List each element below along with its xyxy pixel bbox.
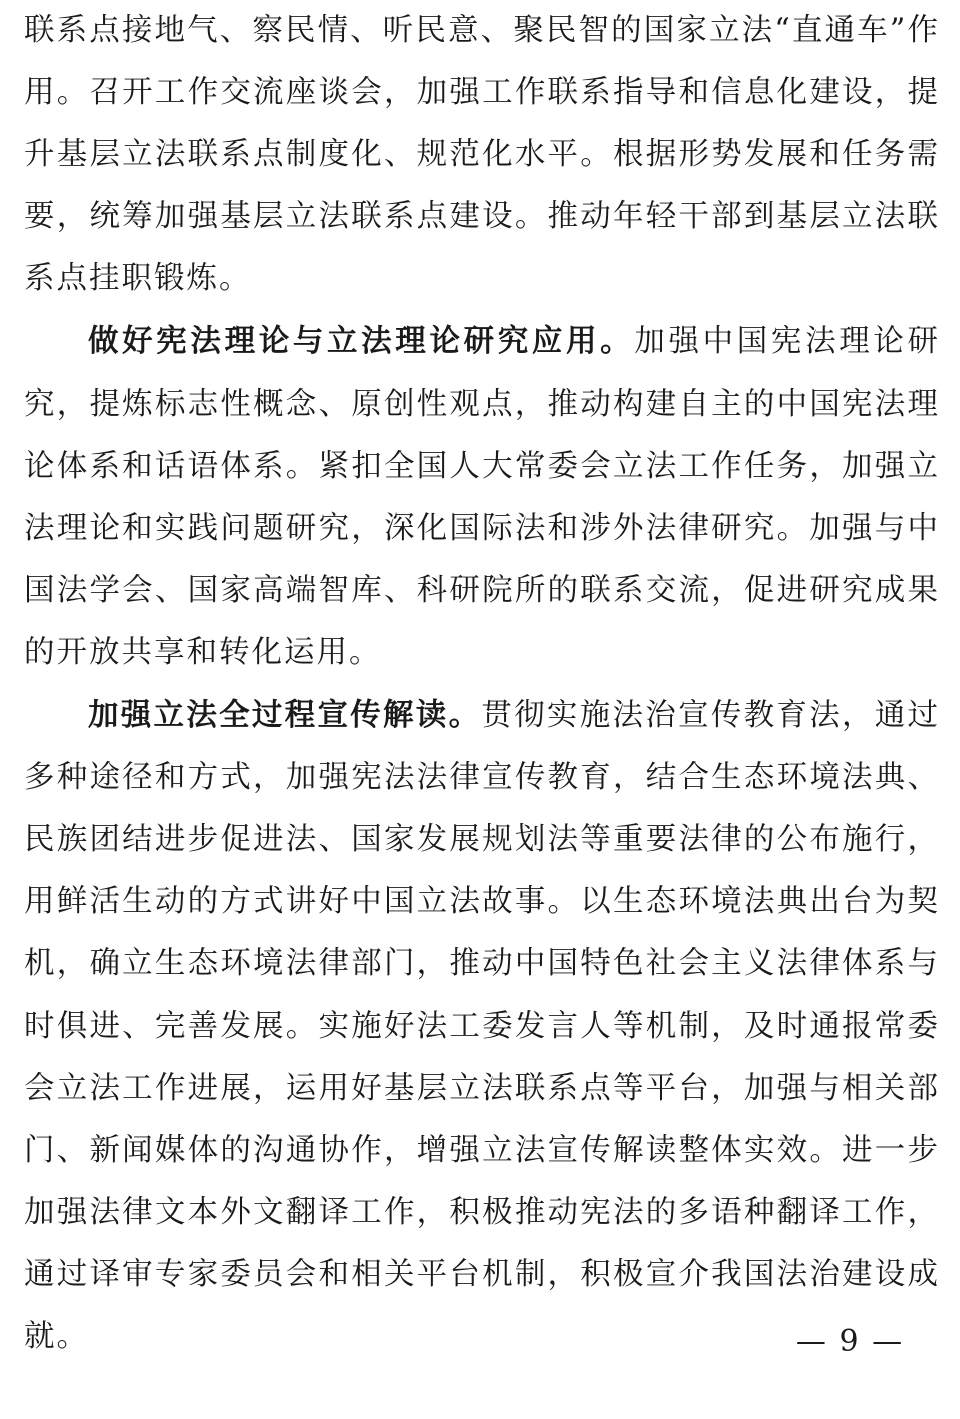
paragraph-2-text: 加强中国宪法理论研究，提炼标志性概念、原创性观点，推动构建自主的中国宪法理论体系和话语体系。紧扣全国人大常委会立法工作任务，加强立法理论和实践问题研究，深化国际法和涉外法律研究。加强与中国法学会、国家高端智库、科研院所的联系交流，促进研究成果的开放共享和转化运用。 — [24, 324, 941, 670]
paragraph-3-heading: 加强立法全过程宣传解读。 — [88, 697, 482, 734]
page-number: — 9 — — [795, 1324, 905, 1359]
paragraph-3-text: 贯彻实施法治宣传教育法，通过多种途径和方式，加强宪法法律宣传教育，结合生态环境法典、民族团结进步促进法、国家发展规划法等重要法律的公布施行，用鲜活生动的方式讲好中国立法故事。以生态环境法典出台为契机，确立生态环境法律部门，推动中国特色社会主义法律体系与时俱进、完善发展。实施好法工委发言人等机制，及时通报常委会立法工作进展，运用好基层立法联系点等平台，加强与相关部门、新闻媒体的沟通协作，增强立法宣传解读整体实效。进一步加强法律文本外文翻译工作，积极推动宪法的多语种翻译工作，通过译审专家委员会和相关平台机制，积极宣介我国法治建设成就。 — [24, 698, 940, 1354]
paragraph-2 — [24, 310, 940, 684]
paragraph-1 — [24, 0, 940, 310]
paragraph-3 — [24, 684, 940, 1368]
paragraph-2-heading: 做好宪法理论与立法理论研究应用。 — [88, 323, 635, 360]
paragraph-1-text: 联系点接地气、察民情、听民意、聚民智的国家立法“直通车”作用。召开工作交流座谈会，加强工作联系指导和信息化建设，提升基层立法联系点制度化、规范化水平。根据形势发展和任务需要，统筹加强基层立法联系点建设。推动年轻干部到基层立法联系点挂职锻炼。 — [24, 13, 940, 297]
document-body — [24, 0, 940, 1368]
